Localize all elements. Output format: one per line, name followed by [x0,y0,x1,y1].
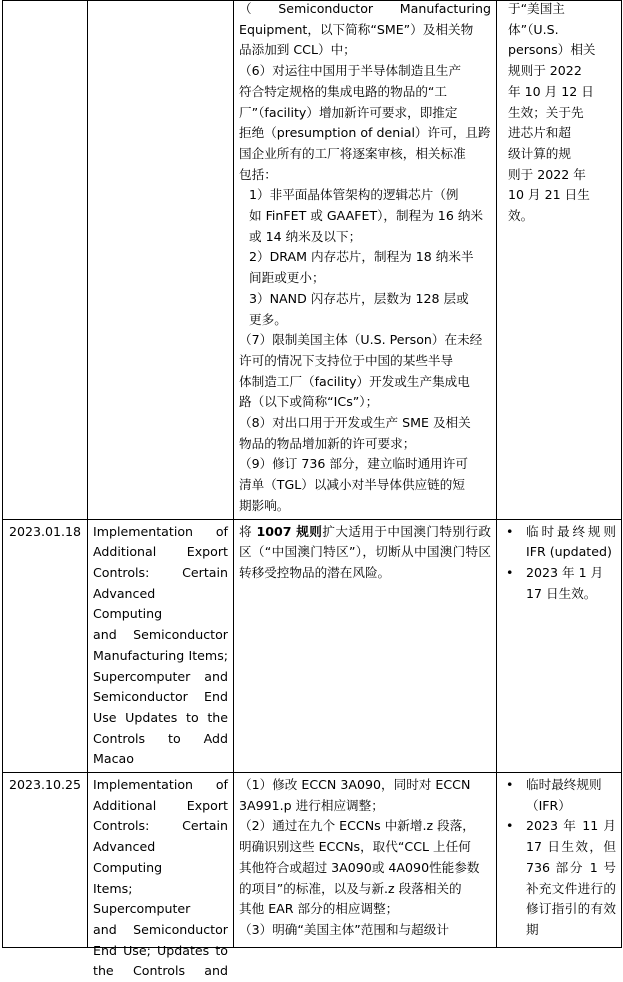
notes-list [502,522,616,605]
content-line: 明确识别这些 ECCNs，取代“CCL 上任何 [239,839,471,855]
content-line: （6）对运往中国用于半导体制造且生产 [239,63,462,79]
content-line: 的项目”的标准，以及与新.z 段落相关的 [239,880,462,896]
rule-name-line: the Controls and [93,963,228,979]
content-line: 符合特定规格的集成电路的物品的“工 [239,83,448,99]
rule-name-line: Manufacturing Items; [93,647,228,663]
content-subline: 1）非平面晶体管架构的逻辑芯片（例 [249,187,459,203]
table-row [3,773,622,948]
content-bold-rule: 1007 规则 [256,523,323,539]
notes-line: 于“美国主 [508,1,565,16]
content-subline: 如 FinFET 或 GAAFET），制程为 16 纳米 [249,208,484,224]
notes-item: • 临时最终规则 IFR (updated) [526,522,616,563]
rule-name-line: Advanced Computing [93,839,163,875]
content-line: 其他 EAR 部分的相应调整； [239,901,399,917]
notes-line: 年 10 月 12 日 [508,83,594,99]
notes-line: 10 月 21 日生 [508,187,590,203]
content-line: （3）明确“美国主体”范围和与超级计 [239,921,449,937]
content-line: 国企业所有的工厂将逐案审核，相关标准 [239,145,466,161]
notes-list [502,775,616,941]
content-line: 其他符合或超过 3A090或 4A090性能参数 [239,859,480,875]
content-line: （7）限制美国主体（U.S. Person）在未经 [239,332,483,348]
content-line: 清单（TGL）以减小对半导体供应链的短 [239,477,465,493]
content-line: 拒绝（presumption of denial）许可，且跨 [239,125,491,141]
notes-line: 效。 [508,208,534,224]
content-line: 体制造工厂（facility）开发或生产集成电 [239,373,470,389]
rule-name-line: Advanced Computing [93,585,163,622]
content-cell [234,773,497,948]
rule-name-line: Additional Export [93,544,228,560]
content-subline: 间距或更小； [249,270,325,286]
date-cell: 2023.10.25 [3,773,88,948]
notes-line: 则于 2022 年 [508,166,586,182]
content-line: 品添加到 CCL）中； [239,42,356,58]
rule-name-line: Controls: Certain [93,564,228,580]
notes-item: • 临时最终规则（IFR） [526,775,616,816]
table-row [3,1,622,520]
rule-name-line: End Use; Updates to [93,942,228,958]
content-line: （1）修改 ECCN 3A090，同时对 ECCN [239,777,471,793]
content-line: （8）对出口用于开发或生产 SME 及相关 [239,415,471,431]
content-cell [234,519,497,772]
content-text: 扩大适用于中国澳门特别行政区（“中国澳门特区”），切断从中国澳门特区转移受控物品的潜在风险。 [239,523,492,580]
notes-line: 规则于 2022 [508,63,582,79]
rule-name-line: Use Updates to the [93,709,228,725]
rule-name-line: Implementation of [93,523,228,539]
notes-item: • 2023 年 11 月 17 日生效，但 736 部分 1 号补充文件进行的修订指引的有效期 [526,816,616,940]
rule-name-cell [88,1,234,520]
content-subline: 更多。 [249,311,287,327]
rule-name-line: Items; Supercomputer [93,880,191,917]
content-line: Equipment，以下简称“SME”）及相关物 [239,21,474,37]
content-line: 路（以下或简称“ICs”）； [239,394,379,410]
notes-line: persons）相关 [508,42,596,58]
date-cell [3,1,88,520]
date-cell: 2023.01.18 [3,519,88,772]
rule-name-line: Supercomputer and [93,668,228,684]
content-line: （9）修订 736 部分，建立临时通用许可 [239,456,468,472]
rule-name-line: Controls: Certain [93,818,228,834]
notes-line: 体”（U.S. [508,21,559,37]
regulation-table [2,0,622,979]
notes-line: 进芯片和超 [508,125,571,141]
content-subline: 2）DRAM 内存芯片，制程为 18 纳米半 [249,249,474,265]
notes-cell [497,519,622,772]
content-subline: 3）NAND 闪存芯片，层数为 128 层或 [249,290,469,306]
rule-name-line: Implementation of [93,777,228,793]
content-line: 包括： [239,166,277,182]
content-line: （ Semiconductor Manufacturing [239,1,491,16]
rule-name-cell [88,519,234,772]
rule-name-cell [88,773,234,979]
notes-cell [497,1,622,520]
content-line: 3A991.p 进行相应调整； [239,797,384,813]
content-prefix: 将 [239,523,257,539]
notes-line: 生效；关于先 [508,104,584,120]
content-line: （2）通过在九个 ECCNs 中新增.z 段落， [239,818,475,834]
content-line: 物品的物品增加新的许可要求； [239,435,416,451]
content-subline: 或 14 纳米及以下； [249,228,362,244]
content-line: 厂”（facility）增加新许可要求，即推定 [239,104,458,120]
content-cell [234,1,497,520]
notes-item: • 2023 年 1 月 17 日生效。 [526,563,616,604]
table-row [3,519,622,772]
content-line: 许可的情况下支持位于中国的某些半导 [239,352,454,368]
notes-line: 级计算的规 [508,145,571,161]
rule-name-line: Semiconductor End [93,689,228,705]
rule-name-line: Controls to Add Macao [93,730,228,767]
content-line: 期影响。 [239,497,290,513]
rule-name-line: and Semiconductor [93,921,228,937]
rule-name-line: and Semiconductor [93,627,228,643]
notes-cell [497,773,622,948]
rule-name-line: Additional Export [93,797,228,813]
